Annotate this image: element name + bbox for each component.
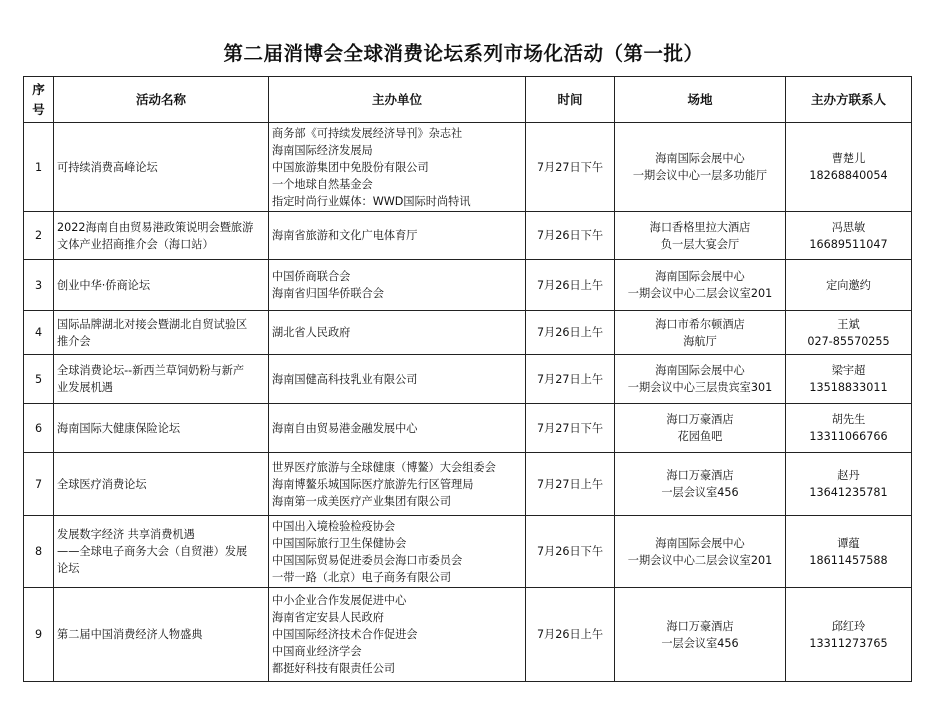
- organizer-line: 海南省定安县人民政府: [272, 611, 384, 624]
- venue-line: 海南国际会展中心: [655, 152, 745, 165]
- organizer: [269, 588, 526, 682]
- activity-name-line: 全球医疗消费论坛: [57, 477, 147, 491]
- contact: [786, 260, 912, 311]
- organizer-line: 海南国健高科技乳业有限公司: [272, 372, 418, 386]
- venue-line: 海南国际会展中心: [655, 270, 745, 283]
- activity-name-line: 第二届中国消费经济人物盛典: [57, 628, 203, 641]
- table-row: [24, 516, 912, 588]
- contact-line: 18268840054: [809, 169, 888, 182]
- activity-name: [54, 404, 269, 453]
- contact-line: 胡先生: [831, 413, 866, 426]
- organizer-line: 中国国际经济技术合作促进会: [272, 628, 418, 641]
- venue: [615, 453, 786, 516]
- table-row: [24, 355, 912, 404]
- contact-line: 13641235781: [809, 486, 888, 499]
- activity-name: [54, 453, 269, 516]
- organizer-line: 一带一路（北京）电子商务有限公司: [272, 570, 452, 584]
- organizer-line: 海南自由贸易港金融发展中心: [272, 421, 418, 435]
- event-time: 7月27日下午: [526, 123, 615, 212]
- organizer-line: 中小企业合作发展促进中心: [272, 594, 407, 607]
- activity-name-line: 论坛: [57, 562, 80, 575]
- organizer-line: 湖北省人民政府: [272, 326, 351, 339]
- table-row: [24, 404, 912, 453]
- header-no: 序 号: [24, 77, 54, 123]
- organizer-line: 世界医疗旅游与全球健康（博鳌）大会组委会: [272, 460, 496, 474]
- venue: [615, 355, 786, 404]
- contact-line: 定向邀约: [826, 278, 871, 292]
- venue: [615, 404, 786, 453]
- organizer: [269, 516, 526, 588]
- venue: [615, 311, 786, 355]
- row-number: 6: [24, 404, 54, 453]
- header-time: 时间: [526, 77, 615, 123]
- venue-line: 一期会议中心一层多功能厅: [632, 169, 768, 182]
- organizer-line: 海南省旅游和文化广电体育厅: [272, 229, 418, 242]
- row-number: 4: [24, 311, 54, 355]
- row-number: 9: [24, 588, 54, 682]
- header-venue: 场地: [615, 77, 786, 123]
- organizer-line: 海南博鳌乐城国际医疗旅游先行区管理局: [272, 477, 474, 491]
- organizer-line: 海南第一成美医疗产业集团有限公司: [272, 494, 452, 508]
- row-number: 2: [24, 212, 54, 260]
- activity-name-line: 2022海南自由贸易港政策说明会暨旅游: [57, 220, 254, 234]
- activity-name: [54, 516, 269, 588]
- venue-line: 一层会议室456: [661, 636, 739, 650]
- contact: [786, 453, 912, 516]
- events-table: [23, 76, 912, 682]
- header-row: [24, 77, 912, 123]
- activity-name-line: 文体产业招商推介会（海口站）: [57, 237, 214, 251]
- organizer-line: 中国商业经济学会: [272, 645, 362, 658]
- activity-name: [54, 355, 269, 404]
- header-contact: 主办方联系人: [786, 77, 912, 123]
- contact: [786, 355, 912, 404]
- event-time: 7月27日上午: [526, 355, 615, 404]
- venue: [615, 260, 786, 311]
- contact-line: 13311066766: [809, 430, 888, 443]
- venue-line: 一期会议中心二层会议室201: [627, 287, 773, 300]
- organizer: [269, 404, 526, 453]
- activity-name-line: 国际品牌湖北对接会暨湖北自贸试验区: [57, 317, 248, 331]
- event-time: 7月26日下午: [526, 516, 615, 588]
- activity-name: [54, 212, 269, 260]
- table-row: [24, 311, 912, 355]
- organizer-line: 都挺好科技有限责任公司: [272, 662, 396, 675]
- venue-line: 海口万豪酒店: [666, 619, 734, 633]
- contact-line: 13518833011: [809, 381, 888, 394]
- activity-name-line: 可持续消费高峰论坛: [57, 160, 158, 174]
- organizer-line: 海南省归国华侨联合会: [272, 287, 384, 300]
- venue-line: 海口市希尔顿酒店: [655, 317, 745, 331]
- venue-line: 海航厅: [683, 334, 717, 348]
- contact: [786, 123, 912, 212]
- row-number: 8: [24, 516, 54, 588]
- organizer: [269, 260, 526, 311]
- contact-line: 13311273765: [809, 636, 888, 650]
- contact-line: 邱红玲: [831, 619, 866, 633]
- activity-name: [54, 260, 269, 311]
- contact-line: 王斌: [837, 317, 860, 331]
- activity-name-line: 发展数字经济 共享消费机遇: [57, 528, 195, 541]
- organizer-line: 一个地球自然基金会: [272, 177, 373, 191]
- contact-line: 18611457588: [809, 553, 888, 567]
- header-organizer: 主办单位: [269, 77, 526, 123]
- venue-line: 一期会议中心二层会议室201: [627, 553, 773, 567]
- organizer: [269, 355, 526, 404]
- activity-name-line: 推介会: [57, 334, 91, 348]
- contact-line: 谭蕴: [837, 536, 860, 550]
- event-time: 7月27日上午: [526, 453, 615, 516]
- venue: [615, 588, 786, 682]
- event-time: 7月26日上午: [526, 260, 615, 311]
- organizer-line: 中国出入境检验检疫协会: [272, 519, 396, 533]
- organizer-line: 中国侨商联合会: [272, 270, 351, 283]
- venue: [615, 123, 786, 212]
- activity-name-line: ——全球电子商务大会（自贸港）发展: [57, 545, 248, 558]
- row-number: 7: [24, 453, 54, 516]
- venue-line: 海口香格里拉大酒店: [649, 220, 751, 234]
- contact-line: 梁宇超: [831, 364, 866, 377]
- activity-name: [54, 311, 269, 355]
- venue-line: 一期会议中心三层贵宾室301: [627, 381, 773, 394]
- document-title: 第二届消博会全球消费论坛系列市场化活动（第一批）: [223, 42, 704, 65]
- table-row: [24, 212, 912, 260]
- contact-line: 027-85570255: [807, 334, 890, 348]
- event-time: 7月27日下午: [526, 404, 615, 453]
- organizer-line: 商务部《可持续发展经济导刊》杂志社: [272, 126, 463, 140]
- row-number: 5: [24, 355, 54, 404]
- organizer: [269, 311, 526, 355]
- activity-name-line: 海南国际大健康保险论坛: [57, 421, 181, 435]
- venue-line: 一层会议室456: [661, 486, 739, 499]
- table-row: [24, 588, 912, 682]
- contact: [786, 516, 912, 588]
- activity-name-line: 全球消费论坛--新西兰草饲奶粉与新产: [57, 364, 245, 377]
- event-time: 7月26日下午: [526, 212, 615, 260]
- table-row: [24, 453, 912, 516]
- contact-line: 赵丹: [837, 469, 860, 482]
- event-time: 7月26日上午: [526, 311, 615, 355]
- activity-name: [54, 588, 269, 682]
- organizer-line: 指定时尚行业媒体：WWD国际时尚特讯: [272, 194, 471, 208]
- contact: [786, 311, 912, 355]
- venue-line: 花园鱼吧: [677, 430, 723, 443]
- organizer-line: 中国国际旅行卫生保健协会: [272, 536, 407, 550]
- contact-line: 16689511047: [809, 237, 888, 251]
- activity-name: [54, 123, 269, 212]
- organizer: [269, 212, 526, 260]
- organizer-line: 海南国际经济发展局: [272, 143, 373, 157]
- venue-line: 负一层大宴会厅: [660, 237, 740, 251]
- row-number: 1: [24, 123, 54, 212]
- table-row: [24, 260, 912, 311]
- organizer-line: 中国国际贸易促进委员会海口市委员会: [272, 553, 463, 567]
- header-name: 活动名称: [54, 77, 269, 123]
- venue: [615, 212, 786, 260]
- contact-line: 曹楚儿: [831, 152, 866, 165]
- organizer: [269, 453, 526, 516]
- contact: [786, 212, 912, 260]
- venue-line: 海南国际会展中心: [655, 364, 745, 377]
- contact: [786, 404, 912, 453]
- venue-line: 海口万豪酒店: [666, 469, 734, 482]
- venue: [615, 516, 786, 588]
- venue-line: 海口万豪酒店: [666, 413, 734, 426]
- activity-name-line: 业发展机遇: [57, 381, 113, 394]
- venue-line: 海南国际会展中心: [655, 536, 745, 550]
- row-number: 3: [24, 260, 54, 311]
- event-time: 7月26日上午: [526, 588, 615, 682]
- organizer: [269, 123, 526, 212]
- contact: [786, 588, 912, 682]
- organizer-line: 中国旅游集团中免股份有限公司: [272, 160, 429, 174]
- contact-line: 冯思敏: [831, 220, 866, 234]
- activity-name-line: 创业中华·侨商论坛: [57, 278, 151, 292]
- table-row: [24, 123, 912, 212]
